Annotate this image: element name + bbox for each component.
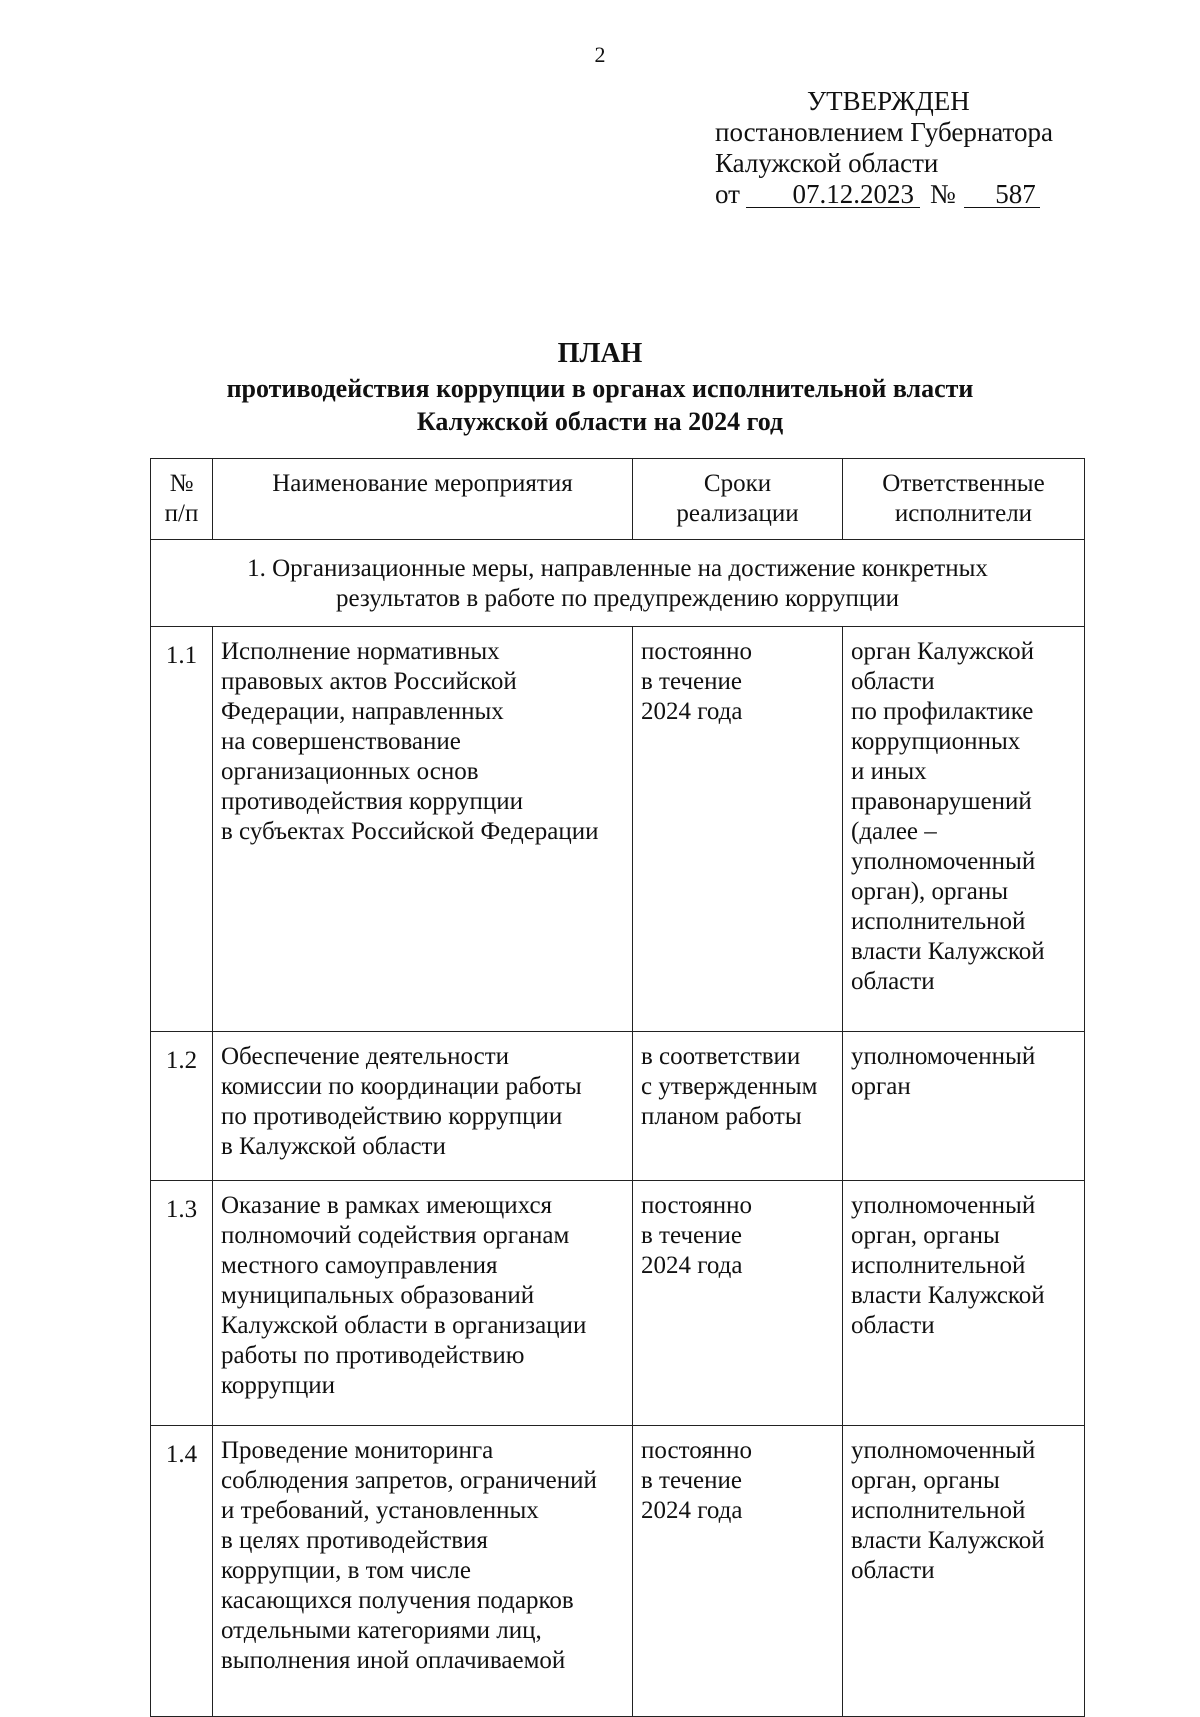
row-responsible: уполномоченный орган, органы исполнительной власти Калужской области [843,1181,1085,1426]
approved-label: УТВЕРЖДЕН [807,86,970,116]
title-main: ПЛАН [557,338,643,369]
number-sign: № [929,179,956,209]
row-term: постоянно в течение 2024 года [633,1426,843,1717]
plan-table [150,458,1085,1717]
row-term: постоянно в течение 2024 года [633,1181,843,1426]
approval-line-2: Калужской области [715,148,939,178]
row-term: в соответствии с утвержденным планом работы [633,1032,843,1181]
order-number: 587 [964,181,1040,208]
approval-stamp-block [715,86,1055,210]
title-line-1: противодействия коррупции в органах исполнительной власти [226,374,974,403]
section-row [151,540,1085,627]
order-date-number-line [715,179,1055,210]
row-number: 1.4 [151,1426,213,1717]
row-activity: Исполнение нормативных правовых актов Российской Федерации, направленных на совершенствование организационных основ противодействия коррупции в субъектах Российской Федерации [213,627,633,1032]
row-term: постоянно в течение 2024 года [633,627,843,1032]
header-term: Сроки реализации [633,459,843,540]
title-line-2: Калужской области на 2024 год [416,407,784,436]
table-row [151,1426,1085,1717]
row-responsible: орган Калужской области по профилактике коррупционных и иных правонарушений (далее – уполномоченный орган), органы исполнительной власти Калужской области [843,627,1085,1032]
table-row [151,1181,1085,1426]
row-responsible: уполномоченный орган, органы исполнительной власти Калужской области [843,1426,1085,1717]
row-number: 1.3 [151,1181,213,1426]
table-header-row [151,459,1085,540]
row-activity: Обеспечение деятельности комиссии по координации работы по противодействию коррупции в Калужской области [213,1032,633,1181]
row-activity: Оказание в рамках имеющихся полномочий содействия органам местного самоуправления муниципальных образований Калужской области в организации работы по противодействию коррупции [213,1181,633,1426]
header-responsible: Ответственные исполнители [843,459,1085,540]
table-row [151,627,1085,1032]
row-responsible: уполномоченный орган [843,1032,1085,1181]
section-1-heading: 1. Организационные меры, направленные на достижение конкретных результатов в работе по предупреждению коррупции [151,540,1085,627]
table-row [151,1032,1085,1181]
row-activity: Проведение мониторинга соблюдения запретов, ограничений и требований, установленных в целях противодействия коррупции, в том числе касающихся получения подарков отдельными категориями лиц, выполнения иной оплачиваемой [213,1426,633,1717]
header-name: Наименование мероприятия [213,459,633,540]
approval-line-1: постановлением Губернатора [715,117,1053,147]
document-title [0,336,1200,438]
row-number: 1.1 [151,627,213,1032]
row-number: 1.2 [151,1032,213,1181]
order-date: 07.12.2023 [746,181,920,208]
header-number: № п/п [151,459,213,540]
page-number: 2 [594,42,606,67]
date-prefix: от [715,179,740,209]
